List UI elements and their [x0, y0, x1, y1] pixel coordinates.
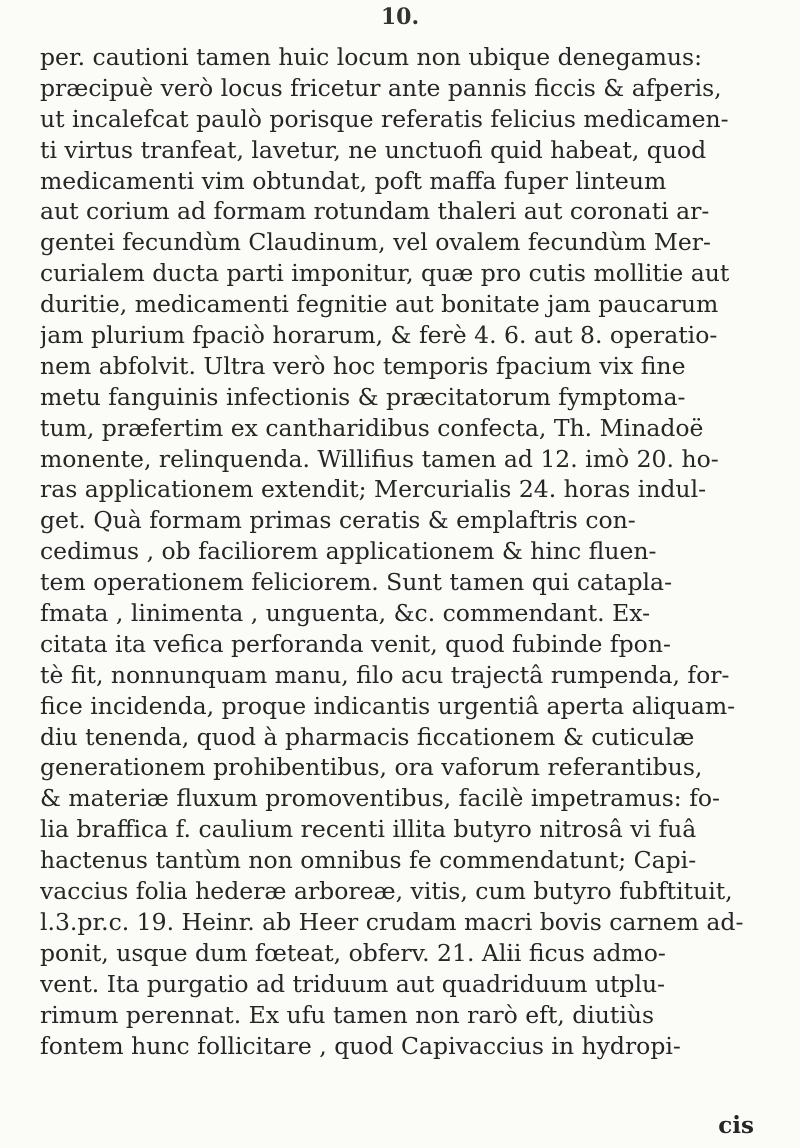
text-line: duritie, medicamenti fegnitie aut bonitate jam paucarum	[40, 290, 719, 319]
text-line: præcipuè verò locus fricetur ante pannis ficcis & afperis,	[40, 73, 722, 102]
text-line: rimum perennat. Ex ufu tamen non rarò eft, diutiùs	[40, 1000, 655, 1029]
catchword: cis	[718, 1112, 754, 1139]
body-text	[40, 42, 770, 1061]
text-line: tè fit, nonnunquam manu, filo acu trajectâ rumpenda, for-	[40, 660, 730, 689]
text-line: monente, relinquenda. Willifius tamen ad 12. imò 20. ho-	[40, 444, 719, 473]
text-line: fmata , linimenta , unguenta, &c. commendant. Ex-	[40, 599, 651, 628]
text-line: get. Quà formam primas ceratis & emplaftris con-	[40, 506, 636, 535]
text-line: hactenus tantùm non omnibus fe commendatunt; Capi-	[40, 846, 697, 875]
text-line: vaccius folia hederæ arboreæ, vitis, cum butyro fubftituit,	[40, 877, 733, 906]
text-line: metu fanguinis infectionis & præcitatorum fymptoma-	[40, 382, 686, 411]
text-line: aut corium ad formam rotundam thaleri aut coronati ar-	[40, 197, 710, 226]
text-line: ut incalefcat paulò porisque referatis felicius medicamen-	[40, 104, 729, 133]
text-line: lia braffica f. caulium recenti illita butyro nitrosâ vi fuâ	[40, 815, 697, 844]
text-line: tem operationem feliciorem. Sunt tamen qui catapla-	[40, 568, 673, 597]
text-line: & materiæ fluxum promoventibus, facilè impetramus: fo-	[40, 784, 720, 813]
page-number: 10.	[380, 4, 420, 30]
text-line: generationem prohibentibus, ora vaforum referantibus,	[40, 753, 703, 782]
text-line: ti virtus tranfeat, lavetur, ne unctuofi quid habeat, quod	[40, 135, 707, 164]
text-line: fice incidenda, proque indicantis urgentiâ aperta aliquam-	[40, 691, 736, 720]
text-line: jam plurium fpaciò horarum, & ferè 4. 6. aut 8. operatio-	[40, 321, 718, 350]
text-line: curialem ducta parti imponitur, quæ pro cutis mollitie aut	[40, 259, 730, 288]
text-line: diu tenenda, quod à pharmacis ficcationem & cuticulæ	[40, 722, 695, 751]
text-line: cedimus , ob faciliorem applicationem & hinc fluen-	[40, 537, 657, 566]
text-line: ponit, usque dum fœteat, obferv. 21. Alii ficus admo-	[40, 938, 666, 967]
text-line: nem abfolvit. Ultra verò hoc temporis fpacium vix fine	[40, 351, 686, 380]
text-line: vent. Ita purgatio ad triduum aut quadriduum utplu-	[40, 969, 666, 998]
text-line: tum, præfertim ex cantharidibus confecta, Th. Minadoë	[40, 413, 704, 442]
text-line: l.3.pr.c. 19. Heinr. ab Heer crudam macri bovis carnem ad-	[40, 907, 744, 936]
text-line: medicamenti vim obtundat, poft maffa fuper linteum	[40, 166, 667, 195]
text-line: gentei fecundùm Claudinum, vel ovalem fecundùm Mer-	[40, 228, 711, 257]
text-line: per. cautioni tamen huic locum non ubique denegamus:	[40, 43, 703, 71]
text-line: ras applicationem extendit; Mercurialis 24. horas indul-	[40, 475, 707, 504]
text-line: fontem hunc follicitare , quod Capivaccius in hydropi-	[40, 1031, 681, 1060]
text-line: citata ita vefica perforanda venit, quod fubinde fpon-	[40, 629, 671, 658]
